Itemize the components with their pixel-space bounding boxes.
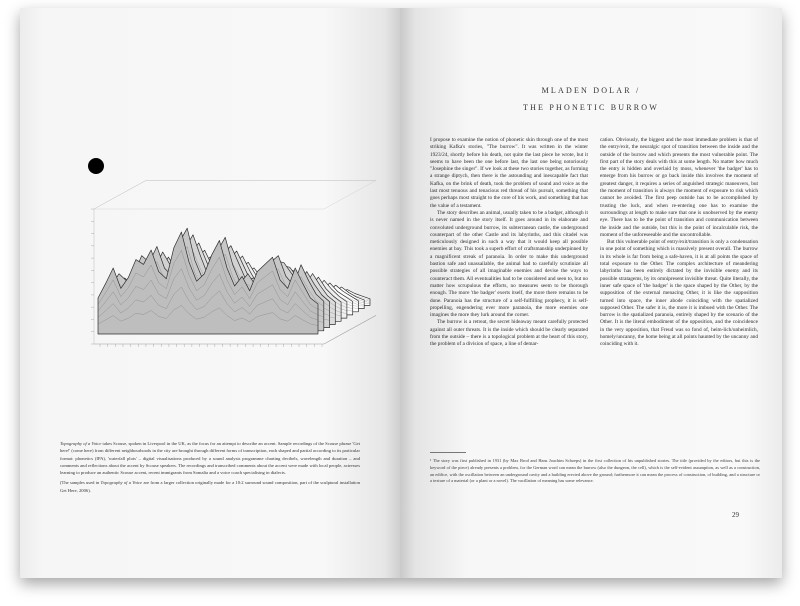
paragraph: But this vulnerable point of entry/exit/transition is only a condensation in one point of something which is massively present overall. The burrow in its whole is far from being a safe-haven, it is at all points the space of total exposure to the Other. The complex architecture of meandering labyrinths has been entirely dictated by the invisible enemy and its possible stratagems, by its omnipresent invisible threat. Quite literally, the inner safe space of 'the badger' is the space shaped by the Other, by the supposition of the external menacing Other, it is like the supposition turned into space, the inner abode coinciding with the spatialized supposed Other. The safer it is, the more it is imbued with the Other. The burrow is the spatialized paranoia, entirely shaped by the scenario of the Other. It is the literal embodiment of the opposition, and the coincidence in the very opposition, that Freud was so fond of, heim-lich/unheimlich, homely/uncanny, the home being at all points haunted by the uncanny and coinciding with it.: [600, 239, 758, 348]
page-number: 29: [732, 511, 739, 519]
caption-note-text: are from a larger collection originally made for a 10:2 surround sound composition, part of the sculptural installation Get Here, 2006).: [60, 480, 361, 493]
left-page: [20, 8, 400, 578]
plot-caption: [60, 440, 360, 497]
essay-title: THE PHONETIC BURROW: [522, 103, 660, 112]
paragraph: I propose to examine the notion of phonetic skin through one of the most striking Kafka's stories, "The burrow". It was written in the winter 1923/24, shortly before his death, not quite the last piece he wrote, but it seems to have been the one before last, the last one being notoriously "Josephine the singer". If we look at these two stories together, as forming a strange diptych, then there is the astounding and inescapable fact that Kafka, on the brink of death, took the problem of sound and voice as the last most tenuous and tenacious red thread of his pursuit, something that goes perhaps most straight to the core of his work, and something that has the value of a testament.: [430, 137, 588, 209]
open-book: [20, 8, 782, 578]
author-heading: MLADEN DOLAR /: [541, 86, 641, 95]
caption-title-italic: Topography of a Voice: [60, 441, 102, 446]
caption-text: takes Scouse, spoken in Liverpool in the UK, as the focus for an attempt to describe an accent. Sample recordings of the Scouse phrase 'Get here!' (come here) from different neighbourhoods in the city are brought through different forms of transcription, each shaped and partial according to its particular format: phonetics (IPA), 'waterfall plots' – digital visualisations produced by a sound analysis programme charting decibels, wavelength and duration – and comments and reflections about the accent by Scouse speakers. The recordings and transcribed comments about the accent were made with local people, actresses learning to produce an authentic Scouse accent, recent immigrants from Somalia and a voice coach specialising in dialects.: [60, 441, 360, 476]
waterfall-plot: [78, 146, 398, 366]
caption-paragraph-2: [60, 479, 360, 494]
footnote: ¹ The story was first published in 1931 (by Max Brod and Hans Joachim Schoeps) in the first collection of his unpublished stories. The title (provided by the editors, but this is the keyword of the piece) already presents a problem, for the German word can mean the burrow (also the dungeon, the cell), which is the self-evident assumption, as well as a construction, an edifice, with the oscillation between an underground cavity and a building erected above the ground; furthermore it can mean the process of construction, of building, and a structure or a texture of a material (or a plant or a novel). The vacillation of meaning has some relevance.: [430, 458, 760, 484]
footnote-rule: [430, 452, 466, 453]
waterfall-plot-svg: [78, 146, 398, 366]
paragraph: The burrow is a retreat, the secret hideaway meant carefully protected against all outer threats. It is the inside which should be clearly separated from the outside – there is a topological problem at the heart of this story, the problem of a division of space, a line of demar-: [430, 319, 588, 348]
text-column-1: [430, 137, 588, 463]
caption-note-open: (The samples used in: [60, 480, 101, 486]
caption-note-title-italic: Topography of a Voice: [100, 480, 143, 486]
black-dot-marker: [88, 158, 104, 174]
right-page: [400, 8, 782, 578]
plot-top-frame: [94, 180, 376, 209]
caption-paragraph-1: [60, 440, 360, 476]
text-column-2: [600, 137, 758, 463]
paragraph: The story describes an animal, usually taken to be a badger, although it is never named in the story itself. It goes around in its elaborate and convoluted underground burrow, its subterranean castle, the underground counterpart of the other Castle and its labyrinths, and this citadel was meticulously designed in such a way that it would keep all possible enemies at bay. This took a superb effort of craftsmanship underpinned by a magnificent streak of paranoia. In order to make this underground bastion safe and unassailable, the animal had to carefully scrutinize all possible strategies of all imaginable enemies and devise the ways to counteract them. All eventualities had to be considered and seen to, but no matter how scrupulous the efforts, no measures seem to be thorough enough. The more 'the badger' exerts itself, the more there remains to be done. Paranoia has the structure of a self-fulfilling prophecy, it is self-propelling, engendering ever more paranoia, the more enemies one imagines the more they lurk around the corner.: [430, 209, 588, 319]
paragraph: cation. Obviously, the biggest and the most immediate problem is that of the entry/exit, the neuralgic spot of transition between the inside and the outside of the burrow and which presents the most vulnerable point. The first part of the story deals with this at some length. No matter how much the entry is hidden and overlaid by moss, whenever 'the badger' has to emerge from his burrow or go back inside this involves the moment of greatest danger, it requires a series of anguished strategic maneuvers, but the moment of transition is always the moment of exposure to risk which cannot be avoided. The first peep outside has to be accomplished by trusting the luck, and when re-entering one has to examine the surroundings at length to make sure that one is unobserved by the enemy eye. There has to be the point of transition and communication between the inside and the outside, but this is the point of incalculable risk, the moment of the unforeseeable and the uncontrollable.: [600, 137, 758, 238]
